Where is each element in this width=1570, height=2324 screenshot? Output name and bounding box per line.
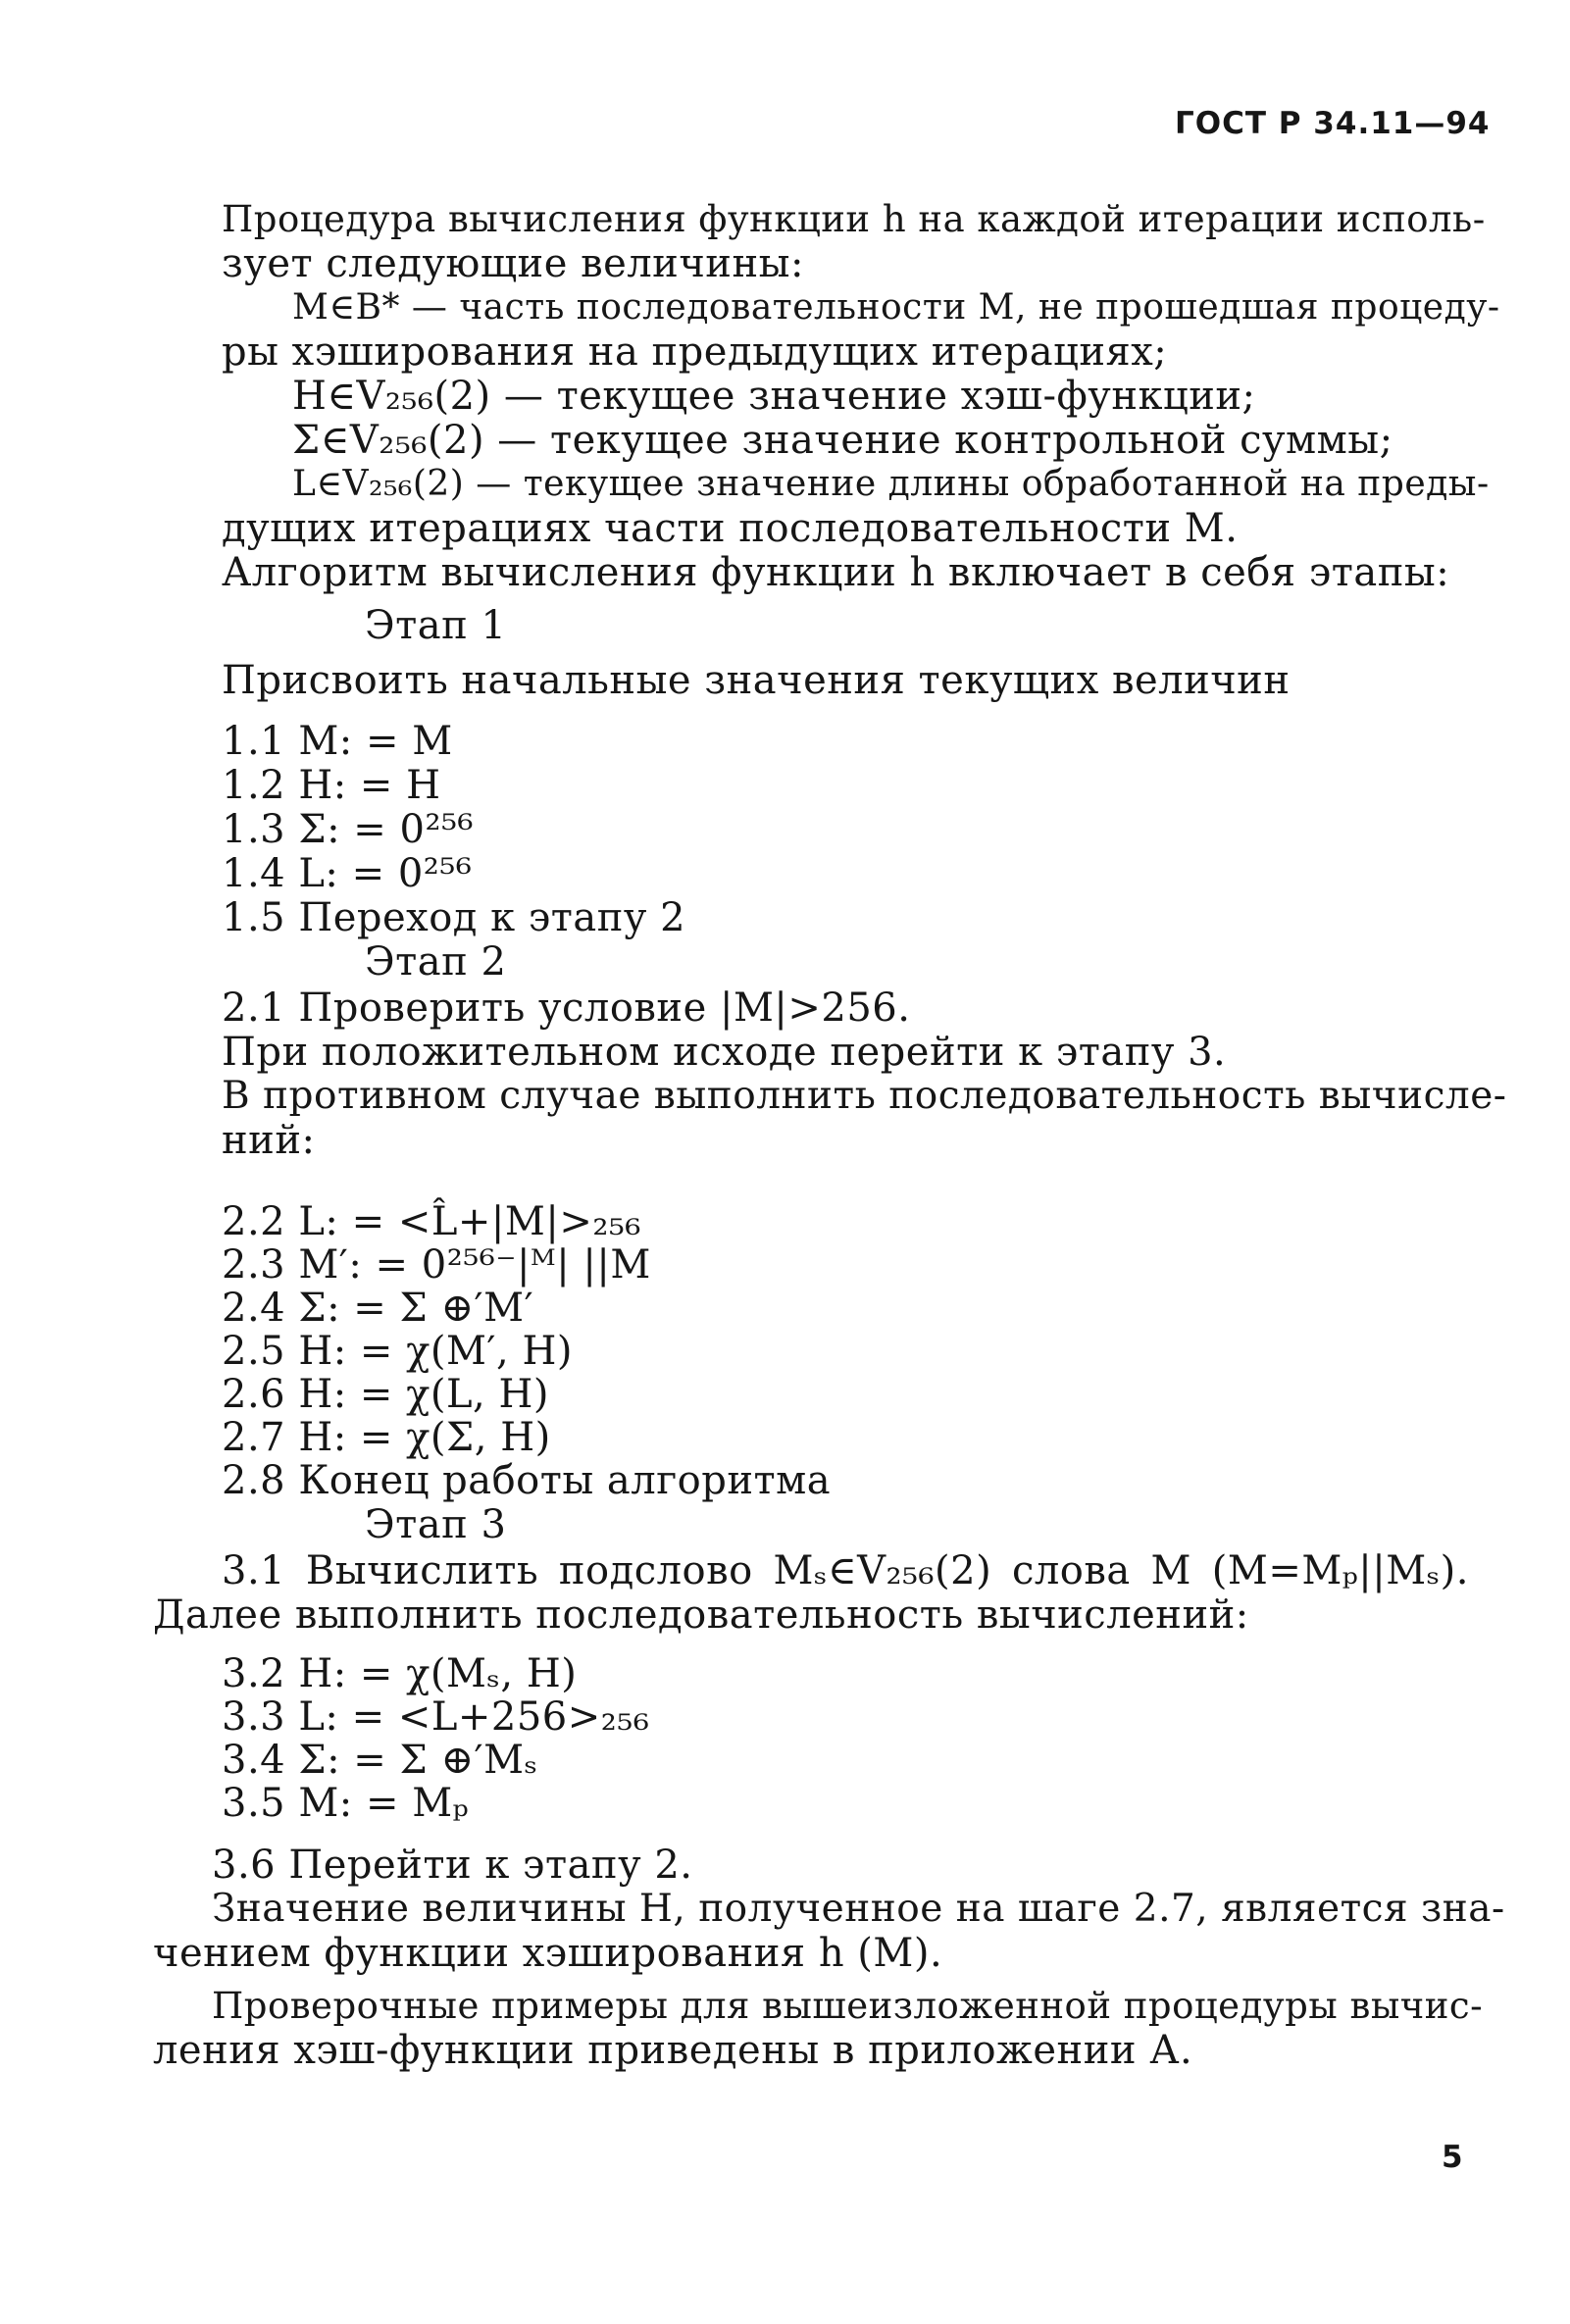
step-line: 2.3 M′: = 0²⁵⁶⁻|ᴹ| ||M xyxy=(222,1242,651,1288)
step-line: 2.7 H: = χ(Σ, H) xyxy=(222,1415,551,1460)
step-line: 1.5 Переход к этапу 2 xyxy=(222,895,686,940)
step-line: 3.1 Вычислить подслово Mₛ∈V₂₅₆(2) слова M (M=Mₚ||Mₛ). xyxy=(222,1548,1469,1593)
step-line: 1.1 M: = M xyxy=(222,719,453,764)
page-number: 5 xyxy=(1442,2140,1463,2175)
text-line: чением функции хэширования h (M). xyxy=(153,1931,943,1976)
text-line: Σ∈V₂₅₆(2) — текущее значение контрольной суммы; xyxy=(292,418,1393,463)
text-line: H∈V₂₅₆(2) — текущее значение хэш-функции; xyxy=(292,374,1256,419)
step-line: 3.2 H: = χ(Mₛ, H) xyxy=(222,1651,578,1696)
text-line: L∈V₂₅₆(2) — текущее значение длины обработанной на преды- xyxy=(292,464,1490,504)
text-line: Значение величины H, полученное на шаге 2.7, является зна- xyxy=(212,1887,1505,1931)
step-line: 2.5 H: = χ(M′, H) xyxy=(222,1329,573,1374)
text-line: Присвоить начальные значения текущих величин xyxy=(222,658,1291,703)
text-line: Далее выполнить последовательность вычислений: xyxy=(153,1592,1249,1638)
step-line: 3.6 Перейти к этапу 2. xyxy=(212,1843,693,1888)
step-line: 2.8 Конец работы алгоритма xyxy=(222,1458,832,1503)
step-line: 3.5 M: = Mₚ xyxy=(222,1781,470,1826)
text-line: ления хэш-функции приведены в приложении А. xyxy=(153,2028,1193,2073)
text-line: Алгоритм вычисления функции h включает в себя этапы: xyxy=(222,550,1450,595)
stage-heading: Этап 3 xyxy=(365,1502,507,1547)
text-line: В противном случае выполнить последовательность вычисле- xyxy=(222,1074,1507,1118)
step-line: 1.2 H: = H xyxy=(222,763,441,808)
text-line: дущих итерациях части последовательности M. xyxy=(222,506,1239,551)
step-line: 1.4 L: = 0²⁵⁶ xyxy=(222,851,473,896)
text-line: Процедура вычисления функции h на каждой итерации исполь- xyxy=(222,198,1486,240)
step-line: 3.4 Σ: = Σ ⊕′Mₛ xyxy=(222,1738,538,1783)
text-line: Проверочные примеры для вышеизложенной процедуры вычис- xyxy=(212,1985,1484,2027)
step-line: 2.1 Проверить условие |M|>256. xyxy=(222,985,911,1031)
text-line: M∈B* — часть последовательности M, не прошедшая процеду- xyxy=(292,287,1500,328)
document-header: ГОСТ Р 34.11—94 xyxy=(1175,106,1491,141)
step-line: 3.3 L: = <L+256>₂₅₆ xyxy=(222,1694,650,1740)
step-line: 2.6 H: = χ(L, H) xyxy=(222,1372,549,1417)
step-line: 2.4 Σ: = Σ ⊕′M′ xyxy=(222,1286,534,1331)
step-line: 2.2 L: = <L̂+|M|>₂₅₆ xyxy=(222,1199,641,1244)
text-line: ний: xyxy=(222,1118,316,1163)
text-line: зует следующие величины: xyxy=(222,241,804,286)
text-line: ры хэширования на предыдущих итерациях; xyxy=(222,329,1168,375)
stage-heading: Этап 1 xyxy=(365,603,507,648)
text-line: При положительном исходе перейти к этапу 3. xyxy=(222,1030,1227,1075)
step-line: 1.3 Σ: = 0²⁵⁶ xyxy=(222,807,475,852)
stage-heading: Этап 2 xyxy=(365,939,507,985)
